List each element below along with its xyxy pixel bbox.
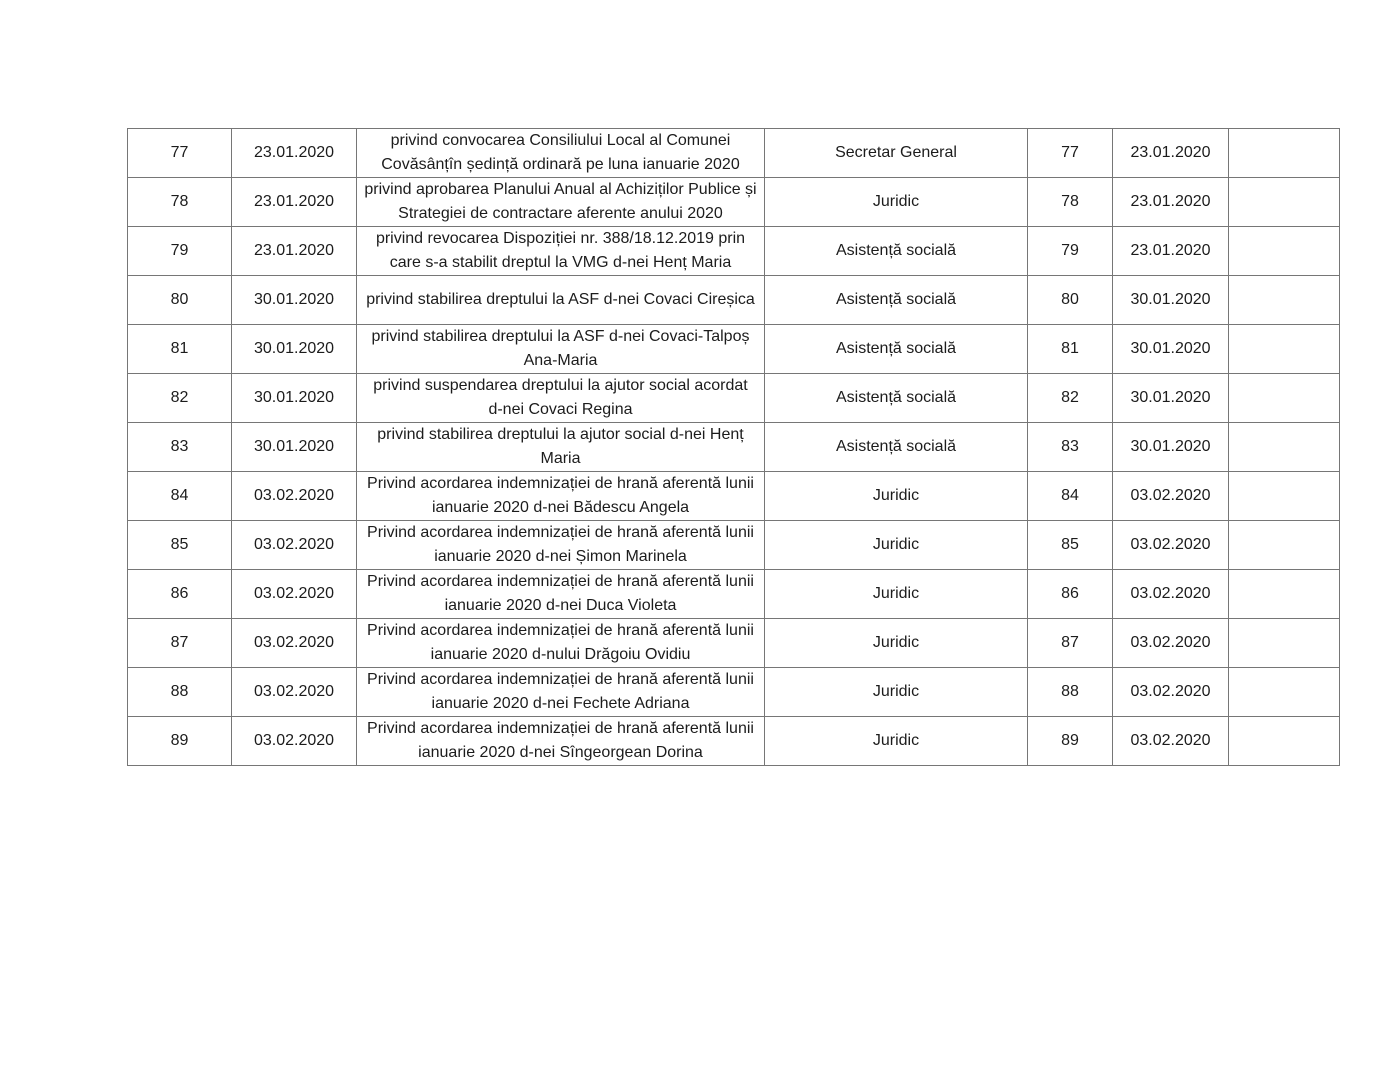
observations-cell (1229, 570, 1340, 619)
table-row (128, 423, 1340, 472)
content-cell: Privind acordarea indemnizației de hrană aferentă lunii ianuarie 2020 d-nei Duca Violeta (357, 570, 765, 619)
department-cell: Juridic (765, 521, 1028, 570)
date-cell: 03.02.2020 (232, 619, 357, 668)
dispositions-register-table (127, 128, 1340, 766)
table-row (128, 570, 1340, 619)
department-cell: Juridic (765, 668, 1028, 717)
observations-cell (1229, 423, 1340, 472)
content-cell: privind aprobarea Planului Anual al Achiziților Publice și Strategiei de contractare aferente anului 2020 (357, 178, 765, 227)
date-cell: 23.01.2020 (232, 227, 357, 276)
table-row (128, 129, 1340, 178)
registration-number-cell: 87 (1028, 619, 1113, 668)
date-cell: 03.02.2020 (232, 570, 357, 619)
table-body (128, 129, 1340, 766)
date-cell: 03.02.2020 (232, 521, 357, 570)
observations-cell (1229, 521, 1340, 570)
registration-number-cell: 80 (1028, 276, 1113, 325)
date-cell: 03.02.2020 (232, 717, 357, 766)
table-row (128, 374, 1340, 423)
registration-date-cell: 23.01.2020 (1113, 178, 1229, 227)
registration-date-cell: 03.02.2020 (1113, 521, 1229, 570)
observations-cell (1229, 472, 1340, 521)
registration-number-cell: 82 (1028, 374, 1113, 423)
department-cell: Juridic (765, 178, 1028, 227)
date-cell: 30.01.2020 (232, 276, 357, 325)
registration-number-cell: 81 (1028, 325, 1113, 374)
observations-cell (1229, 717, 1340, 766)
registration-number-cell: 78 (1028, 178, 1113, 227)
registration-number-cell: 79 (1028, 227, 1113, 276)
registration-date-cell: 30.01.2020 (1113, 276, 1229, 325)
row-number-cell: 87 (128, 619, 232, 668)
registration-date-cell: 03.02.2020 (1113, 668, 1229, 717)
registration-date-cell: 23.01.2020 (1113, 227, 1229, 276)
table-row (128, 717, 1340, 766)
content-cell: privind convocarea Consiliului Local al Comunei Covăsânțîn ședință ordinară pe luna ianuarie 2020 (357, 129, 765, 178)
department-cell: Asistență socială (765, 276, 1028, 325)
observations-cell (1229, 619, 1340, 668)
registration-number-cell: 77 (1028, 129, 1113, 178)
department-cell: Asistență socială (765, 423, 1028, 472)
content-cell: Privind acordarea indemnizației de hrană aferentă lunii ianuarie 2020 d-nului Drăgoiu Ovidiu (357, 619, 765, 668)
observations-cell (1229, 129, 1340, 178)
row-number-cell: 85 (128, 521, 232, 570)
observations-cell (1229, 325, 1340, 374)
row-number-cell: 83 (128, 423, 232, 472)
date-cell: 30.01.2020 (232, 423, 357, 472)
department-cell: Asistență socială (765, 227, 1028, 276)
observations-cell (1229, 668, 1340, 717)
content-cell: privind stabilirea dreptului la ASF d-nei Covaci Cireșica (357, 276, 765, 325)
table-row (128, 472, 1340, 521)
table-row (128, 325, 1340, 374)
content-cell: Privind acordarea indemnizației de hrană aferentă lunii ianuarie 2020 d-nei Fechete Adriana (357, 668, 765, 717)
content-cell: Privind acordarea indemnizației de hrană aferentă lunii ianuarie 2020 d-nei Sîngeorgean Dorina (357, 717, 765, 766)
date-cell: 03.02.2020 (232, 472, 357, 521)
row-number-cell: 77 (128, 129, 232, 178)
row-number-cell: 82 (128, 374, 232, 423)
row-number-cell: 89 (128, 717, 232, 766)
registration-date-cell: 03.02.2020 (1113, 717, 1229, 766)
content-cell: Privind acordarea indemnizației de hrană aferentă lunii ianuarie 2020 d-nei Șimon Marinela (357, 521, 765, 570)
department-cell: Juridic (765, 570, 1028, 619)
row-number-cell: 84 (128, 472, 232, 521)
registration-number-cell: 86 (1028, 570, 1113, 619)
registration-date-cell: 30.01.2020 (1113, 423, 1229, 472)
department-cell: Asistență socială (765, 374, 1028, 423)
registration-number-cell: 88 (1028, 668, 1113, 717)
row-number-cell: 86 (128, 570, 232, 619)
content-cell: Privind acordarea indemnizației de hrană aferentă lunii ianuarie 2020 d-nei Bădescu Angela (357, 472, 765, 521)
department-cell: Juridic (765, 619, 1028, 668)
department-cell: Secretar General (765, 129, 1028, 178)
date-cell: 23.01.2020 (232, 129, 357, 178)
row-number-cell: 78 (128, 178, 232, 227)
registration-date-cell: 30.01.2020 (1113, 325, 1229, 374)
registration-date-cell: 30.01.2020 (1113, 374, 1229, 423)
date-cell: 23.01.2020 (232, 178, 357, 227)
date-cell: 30.01.2020 (232, 374, 357, 423)
table-row (128, 276, 1340, 325)
registration-date-cell: 03.02.2020 (1113, 472, 1229, 521)
content-cell: privind stabilirea dreptului la ajutor social d-nei Henț Maria (357, 423, 765, 472)
registration-number-cell: 89 (1028, 717, 1113, 766)
table-row (128, 227, 1340, 276)
table-row (128, 521, 1340, 570)
department-cell: Juridic (765, 717, 1028, 766)
content-cell: privind suspendarea dreptului la ajutor social acordat d-nei Covaci Regina (357, 374, 765, 423)
table-row (128, 668, 1340, 717)
row-number-cell: 81 (128, 325, 232, 374)
registration-number-cell: 85 (1028, 521, 1113, 570)
date-cell: 03.02.2020 (232, 668, 357, 717)
table-row (128, 178, 1340, 227)
observations-cell (1229, 374, 1340, 423)
registration-number-cell: 83 (1028, 423, 1113, 472)
row-number-cell: 88 (128, 668, 232, 717)
observations-cell (1229, 178, 1340, 227)
department-cell: Juridic (765, 472, 1028, 521)
department-cell: Asistență socială (765, 325, 1028, 374)
date-cell: 30.01.2020 (232, 325, 357, 374)
registration-date-cell: 03.02.2020 (1113, 619, 1229, 668)
table-row (128, 619, 1340, 668)
content-cell: privind revocarea Dispoziției nr. 388/18.12.2019 prin care s-a stabilit dreptul la VMG d-nei Henț Maria (357, 227, 765, 276)
observations-cell (1229, 276, 1340, 325)
row-number-cell: 79 (128, 227, 232, 276)
registration-number-cell: 84 (1028, 472, 1113, 521)
registration-date-cell: 03.02.2020 (1113, 570, 1229, 619)
content-cell: privind stabilirea dreptului la ASF d-nei Covaci-Talpoș Ana-Maria (357, 325, 765, 374)
row-number-cell: 80 (128, 276, 232, 325)
observations-cell (1229, 227, 1340, 276)
registration-date-cell: 23.01.2020 (1113, 129, 1229, 178)
